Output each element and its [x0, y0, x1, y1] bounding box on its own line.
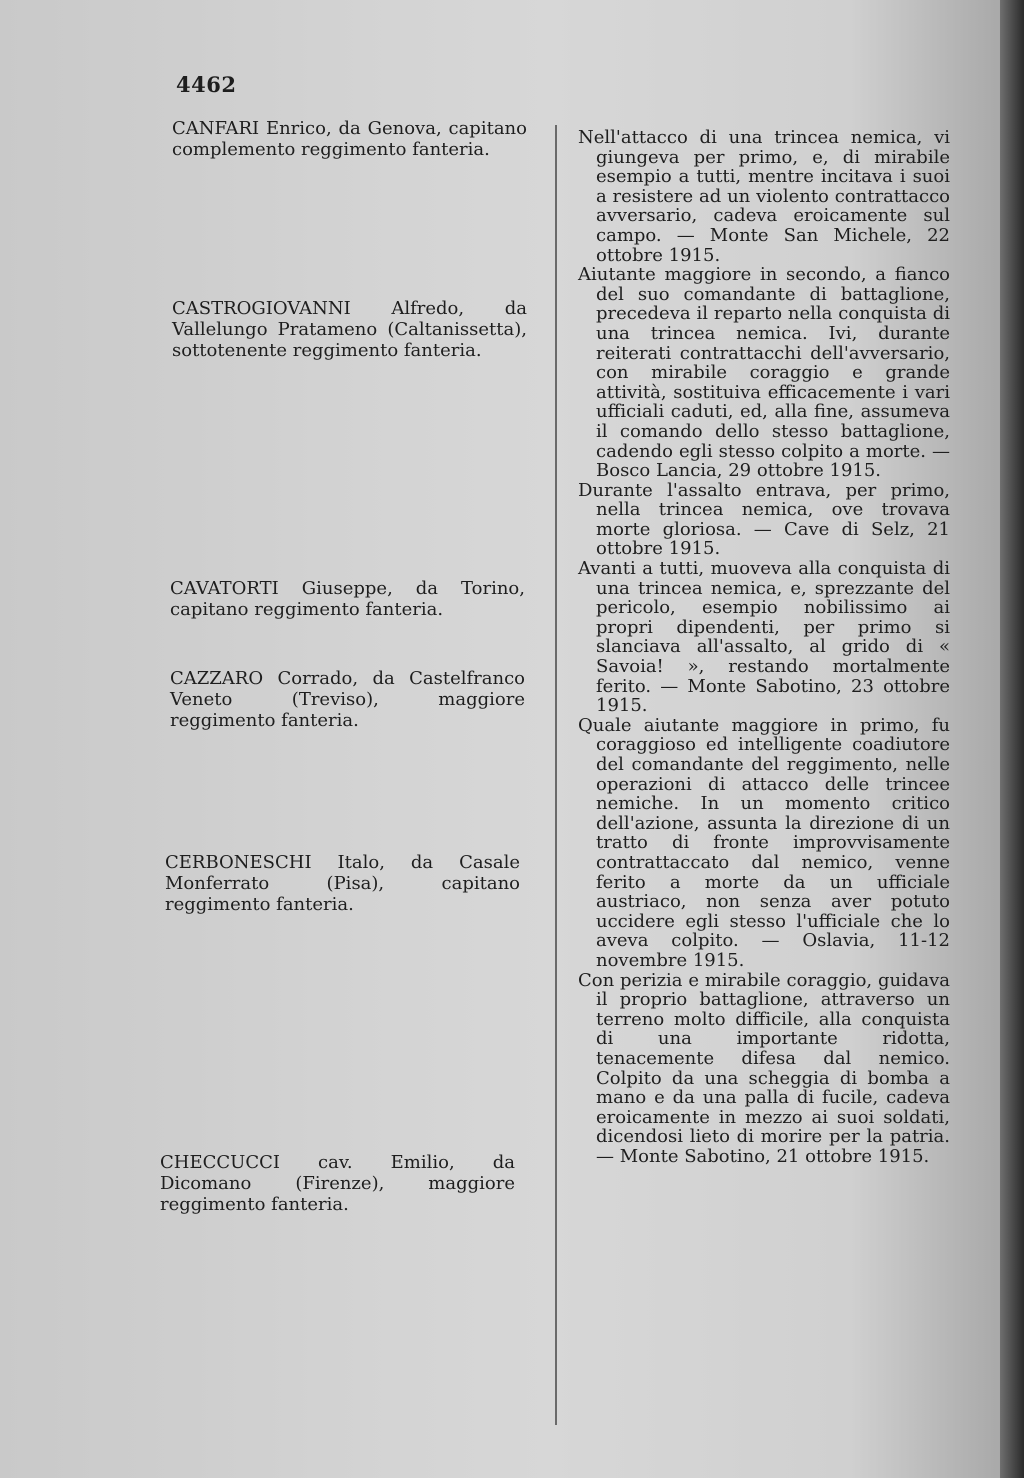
entry-details: Enrico, da Genova, capitano complemento reggimento fanteria.	[172, 118, 527, 160]
entry-details: cav. Emilio, da Dicomano (Firenze), maggiore reggimento fanteria.	[160, 1152, 515, 1215]
motivation-paragraph: Avanti a tutti, muoveva alla conquista di una trincea nemica, e, sprezzante del pericolo, esempio nobilissimo ai propri dipendenti, per primo si slanciava all'assalto, al grido di « Savoia! », restando mortalmente ferito. — Monte Sabotino, 23 ottobre 1915.	[578, 558, 950, 717]
entry-surname: CASTROGIOVANNI	[172, 298, 392, 319]
entry-surname: CERBONESCHI	[165, 852, 338, 873]
column-divider	[555, 125, 557, 1425]
entry-cazzaro	[170, 668, 525, 731]
entry-details: Corrado, da Castelfranco Veneto (Treviso), maggiore reggimento fanteria.	[170, 668, 525, 731]
entry-details: Alfredo, da Vallelungo Pratameno (Caltanissetta), sottotenente reggimento fanteria.	[172, 298, 527, 361]
motivation-paragraph: Quale aiutante maggiore in primo, fu coraggioso ed intelligente coadiutore del comandante del reggimento, nelle operazioni di attacco delle trincee nemiche. In un momento critico dell'azione, assunta la direzione di un tratto di fronte improvvisamente contrattaccato dal nemico, venne ferito a morte da un ufficiale austriaco, non senza aver potuto uccidere egli stesso l'ufficiale che lo aveva colpito. — Oslavia, 11-12 novembre 1915.	[578, 714, 950, 971]
page-edge-shadow	[1000, 0, 1024, 1478]
entry-checcucci	[160, 1152, 515, 1215]
entry-castrogiovanni	[172, 298, 527, 361]
entry-cavatorti	[170, 578, 525, 620]
page-number: 4462	[176, 72, 237, 97]
entry-details: Italo, da Casale Monferrato (Pisa), capitano reggimento fanteria.	[165, 852, 520, 915]
entry-surname: CAZZARO	[170, 668, 278, 689]
motivation-paragraph: Nell'attacco di una trincea nemica, vi giungeva per primo, e, di mirabile esempio a tutti, mentre incitava i suoi a resistere ad un violento contrattacco avversario, cadeva eroicamente sul campo. — Monte San Michele, 22 ottobre 1915.	[578, 127, 950, 266]
motivation-paragraph: Con perizia e mirabile coraggio, guidava il proprio battaglione, attraverso un terreno molto difficile, alla conquista di una importante ridotta, tenacemente difesa dal nemico. Colpito da una scheggia di bomba a mano e da una palla di fucile, cadeva eroicamente in mezzo ai suoi soldati, dicendosi lieto di morire per la patria. — Monte Sabotino, 21 ottobre 1915.	[578, 969, 950, 1167]
entry-cerboneschi	[165, 852, 520, 915]
entry-surname: CAVATORTI	[170, 578, 302, 599]
motivations-column	[572, 128, 950, 1166]
entry-surname: CHECCUCCI	[160, 1152, 319, 1173]
entry-details: Giuseppe, da Torino, capitano reggimento fanteria.	[170, 578, 525, 620]
motivation-paragraph: Durante l'assalto entrava, per primo, nella trincea nemica, ove trovava morte gloriosa. — Cave di Selz, 21 ottobre 1915.	[578, 479, 950, 560]
entry-surname: CANFARI	[172, 118, 266, 139]
motivation-paragraph: Aiutante maggiore in secondo, a fianco del suo comandante di battaglione, precedeva il reparto nella conquista di una trincea nemica. Ivi, durante reiterati contrattacchi dell'avversario, con mirabile coraggio e grande attività, sostituiva efficacemente i vari ufficiali caduti, ed, alla fine, assumeva il comando dello stesso battaglione, cadendo egli stesso colpito a morte. — Bosco Lancia, 29 ottobre 1915.	[578, 264, 950, 482]
entry-canfari	[172, 118, 527, 160]
